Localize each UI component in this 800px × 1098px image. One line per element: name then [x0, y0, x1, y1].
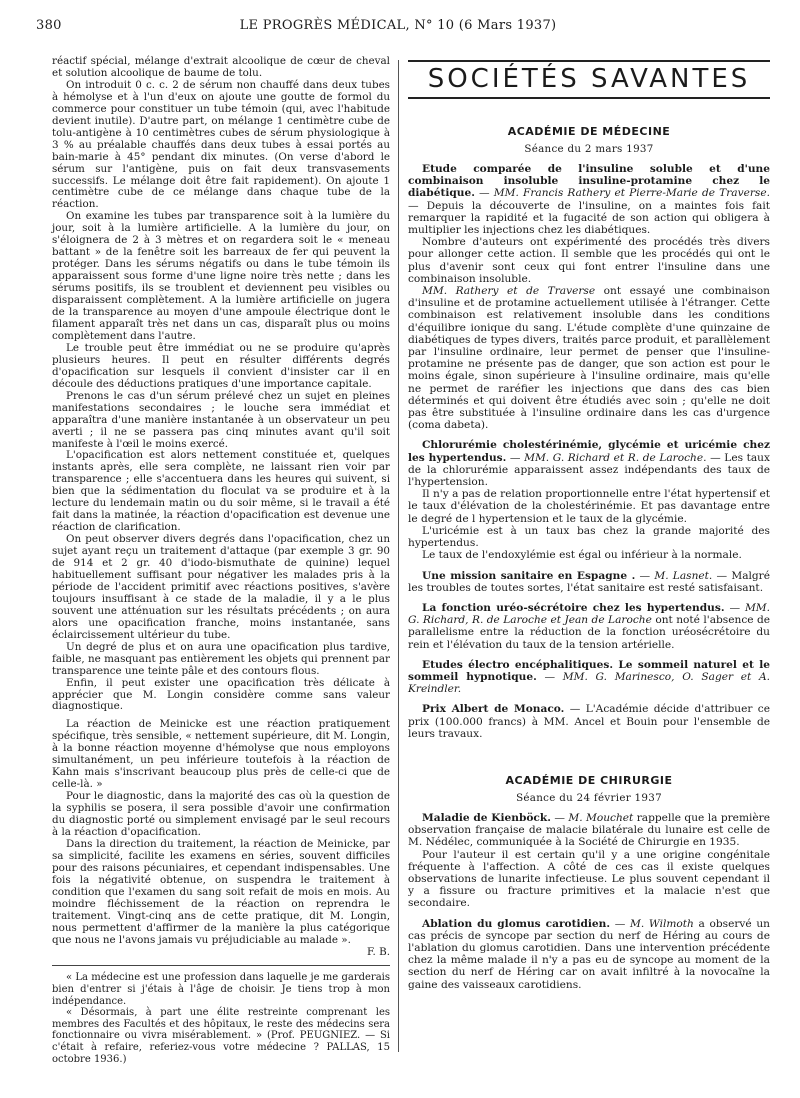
report-entry [408, 439, 770, 488]
spacer [408, 695, 770, 703]
report-authors: — M. Lasnet. [639, 569, 713, 582]
left-column [52, 55, 390, 1065]
quotation: « Désormais, à part une élite restreinte comprenant les membres des Facultés et des hôpitaux, le reste des médecins sera fonctionnaire ou vivra misérablement. » (Prof. PEUGNIEZ. — Si c'était à refaire, referiez-vous votre médecine ? PALLAS, 15 octobre 1936.) [52, 1007, 390, 1065]
paragraph: Enfin, il peut exister une opacification très délicate à apprécier que M. Longin considère comme sans valeur diagnostique. [52, 676, 390, 713]
spacer [408, 431, 770, 439]
quotation: « La médecine est une profession dans laquelle je me garderais bien d'entrer si j'étais à l'âge de choisir. Je tiens trop à mon indépendance. [52, 972, 390, 1007]
academy-heading: ACADÉMIE DE CHIRURGIE [505, 773, 673, 787]
column-divider [398, 60, 399, 1052]
paragraph: On examine les tubes par transparence soit à la lumière du jour, soit à la lumière artificielle. A la lumière du jour, on s'éloignera de 2 à 3 mètres et on regardera soit le « meneau battant » de la fenêtre soit les barreaux de fer qui peuvent la protéger. Dans les sérums négatifs ou dans le tube témoin ils apparaissent sous forme d'une ligne noire très nette ; dans les sérums positifs, ils se troublent et deviennent peu visibles ou disparaissent complètement. A la lumière artificielle on jugera de la transparence au moyen d'une ampoule électrique dont le filament apparaît très net dans un cas, disparaît plus ou moins complètement dans l'autre. [52, 210, 390, 342]
page-number: 380 [36, 18, 62, 33]
report-authors: — M. Wilmoth [614, 917, 694, 930]
report-title: Prix Albert de Monaco. [422, 703, 565, 716]
report-entry [408, 659, 770, 696]
paragraph: Dans la direction du traitement, la réaction de Meinicke, par sa simplicité, facilite les examens en séries, souvent difficiles pour des raisons pécuniaires, et cependant indispensables. Une fois la négativité obtenue, on suspendra le traitement à condition que l'examen du sang soit refait de mois en mois. Au moindre fléchissement de la réaction on reprendra le traitement. Vingt-cinq ans de cette pratique, dit M. Longin, nous permettent d'affirmer de la manière la plus catégorique que nous ne l'avons jamais vu préjudiciable au malade ». [52, 837, 390, 946]
spacer [408, 594, 770, 602]
paragraph: Il n'y a pas de relation proportionnelle entre l'état hypertensif et le taux d'élévation de la cholestérinémie. Et pas davantage entre le degré de l hypertension et le taux de la glycémie. [408, 488, 770, 525]
report-text: a observé un cas précis de syncope par section du nerf de Héring au cours de l'ablation du glomus carotidien. Dans une intervention précédente chez la même malade il n'y a pas eu de syncope au moment de la section du nerf de Héring car on avait infiltré à la novocaïne la gaine des vaisseaux carotidiens. [408, 917, 770, 991]
paragraph: On peut observer divers degrés dans l'opacification, chez un sujet ayant reçu un traitement d'attaque (par exemple 3 gr. 90 de 914 et 2 gr. 40 d'iodo-bismuthate de quinine) lequel habituellement suffisant pour négativer les malades pris à la période de l'accident primitif avec réactions positives, s'avère toujours insuffisant à ce stade de la maladie, il y a le plus souvent une atténuation sur les résultats précédents ; on aura alors une opacification franche, moins instantanée, sans éclaircissement ultérieur du tube. [52, 533, 390, 641]
paragraph: Prenons le cas d'un sérum prélevé chez un sujet en pleines manifestations secondaires ; le louche sera immédiat et apparaîtra d'une manière instantanée à un observateur un peu averti ; il ne se passera pas cinq minutes avant qu'il soit manifeste à l'œil le moins exercé. [52, 389, 390, 450]
report-authors: — MM. G. Richard et R. de Laroche. [509, 451, 707, 464]
report-text: rappelle que la première observation française de malacie bilatérale du lunaire est celle de M. Nédélec, communiquée à la Société de Chirurgie en 1935. [408, 811, 770, 849]
report-entry [408, 602, 770, 651]
report-entry [408, 918, 770, 991]
running-header [36, 18, 760, 36]
paragraph: Un degré de plus et on aura une opacification plus tardive, faible, ne masquant pas entièrement les objets qui prennent par transparence une teinte pâle et des contours flous. [52, 640, 390, 677]
paragraph: On introduit 0 c. c. 2 de sérum non chauffé dans deux tubes à hémolyse et à l'un d'eux on ajoute une goutte de formol du commerce pour constituer un tube témoin (qui, avec l'habitude devient inutile). D'autre part, on mélange 1 centimètre cube de tolu-antigène à 10 centimètres cubes de sérum physiologique à 3 % au préalable chauffés dans deux tubes à essai portés au bain-marie à 45° pendant dix minutes. (On verse d'abord le sérum sur l'antigène, puis on fait deux transvasements successifs. Le mélange doit être fait rapidement). On ajoute 1 centimètre cube de ce mélange dans chaque tube de la réaction. [52, 78, 390, 211]
report-text: — Malgré les troubles de toutes sortes, l'état sanitaire est resté satisfaisant. [408, 569, 771, 594]
report-title: Maladie de Kienböck. [422, 811, 551, 824]
section-rule [52, 965, 390, 966]
report-text: — L'Académie décide d'attribuer ce prix (100.000 francs) à MM. Ancel et Bouin pour l'ensemble de leurs travaux. [408, 703, 771, 740]
session-date: Séance du 2 mars 1937 [524, 143, 654, 155]
report-authors: — MM. G. Marinesco, O. Sager et A. Kreindler. [408, 670, 771, 696]
report-title: Etude comparée de l'insuline soluble et d'une combinaison insoluble insuline-protamine chez le diabétique. [408, 163, 770, 200]
journal-title: LE PROGRÈS MÉDICAL, N° 10 (6 Mars 1937) [239, 18, 557, 33]
spacer [408, 651, 770, 659]
section-banner: SOCIÉTÉS SAVANTES [408, 60, 770, 99]
right-column [408, 56, 770, 1056]
report-authors: — MM. G. Richard, R. de Laroche et Jean de Laroche [408, 601, 771, 627]
spacer [408, 562, 770, 570]
report-authors: — M. Mouchet [554, 811, 634, 824]
academy-heading: ACADÉMIE DE MÉDECINE [507, 125, 671, 138]
report-title: Une mission sanitaire en Espagne . [422, 569, 636, 582]
report-entry [408, 163, 770, 236]
report-text: ont essayé une combinaison d'insuline et de protamine actuellement utilisée à l'étranger. Cette combinaison est relativement insoluble dans les conditions d'équilibre ionique du sang. L'étude complète d'une quinzaine de diabétiques de types divers, traités parce produit, et parallèlement par l'insuline ordinaire, leur permet de penser que l'insuline-protamine ne présente pas de danger, que son action est pour le moins égale, sinon supérieure à l'insuline ordinaire, mais qu'elle ne permet de raréfier les injections que dans des cas bien déterminés et qui doivent être étudiés avec soin ; qu'elle ne doit pas être substituée à l'insuline ordinaire dans les cas d'urgence (coma dabeta). [408, 285, 770, 432]
report-title: Chlorurémie cholestérinémie, glycémie et uricémie chez les hypertendus. [408, 439, 770, 464]
report-authors: MM. Rathery et de Traverse [422, 285, 596, 298]
paragraph: L'opacification est alors nettement constituée et, quelques instants après, elle sera complète, ne laissant rien voir par transparence ; elle s'accentuera dans les heures qui suivent, si bien que la sédimentation du floculat va se produire et à la lecture du lendemain matin ou du soir même, si le travail a été fait dans la matinée, la réaction d'opacification est devenue une réaction de clarification. [52, 449, 390, 534]
report-entry [408, 570, 770, 594]
report-title: Ablation du glomus carotidien. [422, 917, 611, 930]
report-entry [408, 285, 770, 431]
report-title: La fonction uréo-sécrétoire chez les hypertendus. [422, 601, 725, 614]
spacer [408, 910, 770, 918]
report-authors: — MM. Francis Rathery et Pierre-Marie de Traverse. [479, 187, 770, 200]
report-text: — Les taux de la chlorurémie apparaissent assez indépendants des taux de l'hypertension. [408, 451, 770, 489]
report-text: ont noté l'absence de parallelisme entre la réduction de la fonction uréosécrétoire du rein et l'élévation du taux de la tension artérielle. [408, 614, 771, 651]
quotation-block [52, 972, 390, 1065]
report-entry [408, 812, 770, 849]
report-text: — Depuis la découverte de l'insuline, on a maintes fois fait remarquer la rapidité et la fugacité de son action qui obligera à multiplier les injections chez les diabétiques. [408, 199, 770, 237]
report-title: Etudes électro encéphalitiques. Le sommeil naturel et le sommeil hypnotique. [408, 658, 770, 683]
paragraph: Pour l'auteur il est certain qu'il y a une origine congénitale fréquente à l'affection. A côté de ces cas il existe quelques observations de lunarite infectieuse. Le plus souvent cependant il y a fissure ou fracture primitives et la malacie n'est que secondaire. [408, 848, 770, 910]
paragraph: Le taux de l'endoxylémie est égal ou inférieur à la normale. [422, 549, 742, 562]
paragraph: L'uricémie est à un taux bas chez la grande majorité des hypertendus. [408, 524, 770, 550]
session-date: Séance du 24 février 1937 [516, 791, 662, 804]
paragraph: réactif spécial, mélange d'extrait alcoolique de cœur de cheval et solution alcoolique de baume de tolu. [52, 55, 390, 79]
author-signature: F. B. [366, 945, 390, 958]
paragraph: Nombre d'auteurs ont expérimenté des procédés très divers pour allonger cette action. Il semble que les procédés qui ont le plus d'avenir sont ceux qui font entrer l'insuline dans une combinaison insoluble. [408, 236, 770, 285]
paragraph: Le trouble peut être immédiat ou ne se produire qu'après plusieurs heures. Il peut en résulter différents degrés d'opacification sur lesquels il convient d'insister car il en découle des déductions pratiques d'une importance capitale. [52, 341, 390, 390]
paragraph: La réaction de Meinicke est une réaction pratiquement spécifique, très sensible, « nettement supérieure, dit M. Longin, à la bonne réaction moyenne d'hémolyse que nous employons simultanément, un peu inférieure toutefois à la réaction de Kahn mais s'inscrivant beaucoup plus près de celle-ci que de celle-là. » [52, 718, 390, 791]
paragraph: Pour le diagnostic, dans la majorité des cas où la question de la syphilis se posera, il sera possible d'avoir une confirmation du diagnostic porté ou simplement envisagé par le seul recours à la réaction d'opacification. [52, 790, 390, 838]
report-entry [408, 703, 770, 740]
